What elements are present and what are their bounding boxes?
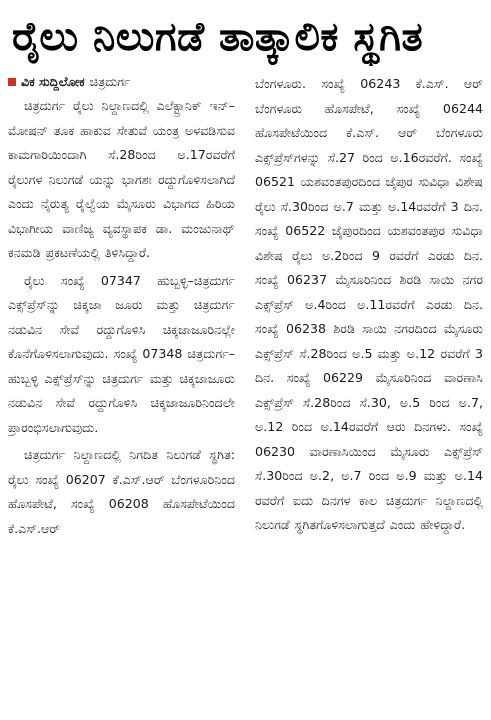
left-column <box>8 72 245 712</box>
right-column <box>245 72 483 712</box>
paragraph-train-list: ಬೆಂಗಳೂರು. ಸಂಖ್ಯೆ 06243 ಕೆ.ಎಸ್. ಆರ್ ಬೆಂಗಳೂರು ಹೊಸಪೇಟೆ, ಸಂಖ್ಯೆ 06244 ಹೊಸಪೇಟೆಯಿಂದ ಕೆ.ಎಸ್. ಆರ್ ಬೆಂಗಳೂರು ಎಕ್ಸ್‌ಪ್ರೆಸ್‌ಗಳನ್ನು ಸೆ.27 ರಿಂದ ಅ.16ರವರೆಗೆ. ಸಂಖ್ಯೆ 06521 ಯಶವಂತಪುರದಿಂದ ಜೈಪುರ ಸುವಿಧಾ ವಿಶೇಷ ರೈಲು ಸೆ.30ರಿಂದ ಅ.7 ಮತ್ತು ಅ.14ರವರೆಗೆ 3 ದಿನ. ಸಂಖ್ಯೆ 06522 ಜೈಪುರದಿಂದ ಯಶವಂತಪುರ ಸುವಿಧಾ ವಿಶೇಷ ರೈಲು ಅ.2ರಿಂದ 9 ರವರೆಗೆ ಎರಡು ದಿನ. ಸಂಖ್ಯೆ 06237 ಮೈಸೂರಿನಿಂದ ಶಿರಡಿ ಸಾಯಿ ನಗರ ಎಕ್ಸ್‌ಪ್ರೆಸ್ ಅ.4ರಿಂದ ಅ.11ರವರೆಗೆ ಎರಡು ದಿನ. ಸಂಖ್ಯೆ 06238 ಶಿರಡಿ ಸಾಯಿ ನಗರದಿಂದ ಮೈಸೂರು ಎಕ್ಸ್‌ಪ್ರೆಸ್ ಸೆ.28ರಿಂದ ಅ.5 ಮತ್ತು ಅ.12 ರವರೆಗೆ 3 ದಿನ. ಸಂಖ್ಯೆ 06229 ಮೈಸೂರಿನಿಂದ ವಾರಣಾಸಿ ಎಕ್ಸ್‌ಪ್ರೆಸ್ ಸೆ.28ರಿಂದ ಸೆ.30, ಅ.5 ರಿಂದ ಅ.7, ಅ.12 ರಿಂದ ಅ.14ರವರೆಗೆ ಆರು ದಿನಗಳು. ಸಂಖ್ಯೆ 06230 ವಾರಣಾಸಿಯಿಂದ ಮೈಸೂರು ಎಕ್ಸ್‌ಪ್ರೆಸ್ ಸೆ.30ರಿಂದ ಅ.2, ಅ.7 ರಿಂದ ಅ.9 ಮತ್ತು ಅ.14 ರವರೆಗೆ ಐದು ದಿನಗಳ ಕಾಲ ಚಿತ್ರದುರ್ಗ ನಿಲ್ದಾಣದಲ್ಲಿ ನಿಲುಗಡೆ ಸ್ಥಗಿತಗೊಳಿಸಲಾಗುತ್ತದೆ ಎಂದು ಹೇಳಿದ್ದಾರೆ. <box>255 76 483 532</box>
byline-bullet-icon <box>8 78 16 86</box>
article-body <box>8 72 483 712</box>
paragraph-halt-suspension: ಚಿತ್ರದುರ್ಗ ನಿಲ್ದಾಣದಲ್ಲಿ ನಿಗದಿತ ನಿಲುಗಡೆ ಸ್ಥಗಿತ: ರೈಲು ಸಂಖ್ಯೆ 06207 ಕೆ.ಎಸ್.ಆರ್ ಬೆಂಗಳೂರಿನಿಂದ ಹೊಸಪೇಟೆ, ಸಂಖ್ಯೆ 06208 ಹೊಸಪೇಟೆಯಿಂದ ಕೆ.ಎಸ್.ಆರ್ <box>8 447 235 536</box>
byline <box>8 72 235 92</box>
paragraph-train-07347: ರೈಲು ಸಂಖ್ಯೆ 07347 ಹುಬ್ಬಳ್ಳಿ–ಚಿತ್ರದುರ್ಗ ಎಕ್ಸ್‌ಪ್ರೆಸ್‌ನ್ನು ಚಿಕ್ಕಜಾ ಜೂರು ಮತ್ತು ಚಿತ್ರದುರ್ಗ ನಡುವಿನ ಸೇವೆ ರದ್ದುಗೊಳಿಸಿ ಚಿಕ್ಕಜಾಜೂರಿನಲ್ಲೇ ಕೊನೆಗೊಳಿಸಲಾಗುವುದು. ಸಂಖ್ಯೆ 07348 ಚಿತ್ರದುರ್ಗ–ಹುಬ್ಬಳ್ಳಿ ಎಕ್ಸ್‌ಪ್ರೆಸ್‌ನ್ನು ಚಿತ್ರದುರ್ಗ ಮತ್ತು ಚಿಕ್ಕಜಾಜೂರು ನಡುವಿನ ಸೇವೆ ರದ್ದುಗೊಳಿಸಿ ಚಿಕ್ಕಜಾಜೂರಿನಿಂದಲೇ ಪ್ರಾರಂಭಿಸಲಾಗುವುದು. <box>8 272 235 435</box>
headline: ರೈಲು ನಿಲುಗಡೆ ತಾತ್ಕಾಲಿಕ ಸ್ಥಗಿತ <box>12 14 424 60</box>
paragraph-intro: ಚಿತ್ರದುರ್ಗ ರೈಲು ನಿಲ್ದಾಣದಲ್ಲಿ ಎಲೆಕ್ಟ್ರಾನಿಕ್ ಇನ್–ಮೋಷನ್ ತೂಕ ಹಾಕುವ ಸೇತುವೆ ಯಂತ್ರ ಅಳವಡಿಸುವ ಕಾಮಗಾರಿಯಿಂದಾಗಿ ಸೆ.28ರಿಂದ ಅ.17ರವರೆಗೆ ರೈಲುಗಳ ನಿಲುಗಡೆ ಯನ್ನು ಭಾಗಶಃ ರದ್ದುಗೊಳಿಸಲಾಗಿದೆ ಎಂದು ನೈರುತ್ಯ ರೈಲ್ವೆಯ ಮೈಸೂರು ವಿಭಾಗದ ಹಿರಿಯ ವಿಭಾಗೀಯ ವಾಣಿಜ್ಯ ವ್ಯವಸ್ಥಾಪಕ ಡಾ. ಮಂಜುನಾಥ್ ಕನಮಡಿ ಪ್ರಕಟಣೆಯಲ್ಲಿ ತಿಳಿಸಿದ್ದಾರೆ. <box>8 98 235 260</box>
byline-place: ಚಿತ್ರದುರ್ಗ <box>89 74 131 89</box>
byline-source: ವಿಕ ಸುದ್ದಿಲೋಕ <box>21 74 85 89</box>
